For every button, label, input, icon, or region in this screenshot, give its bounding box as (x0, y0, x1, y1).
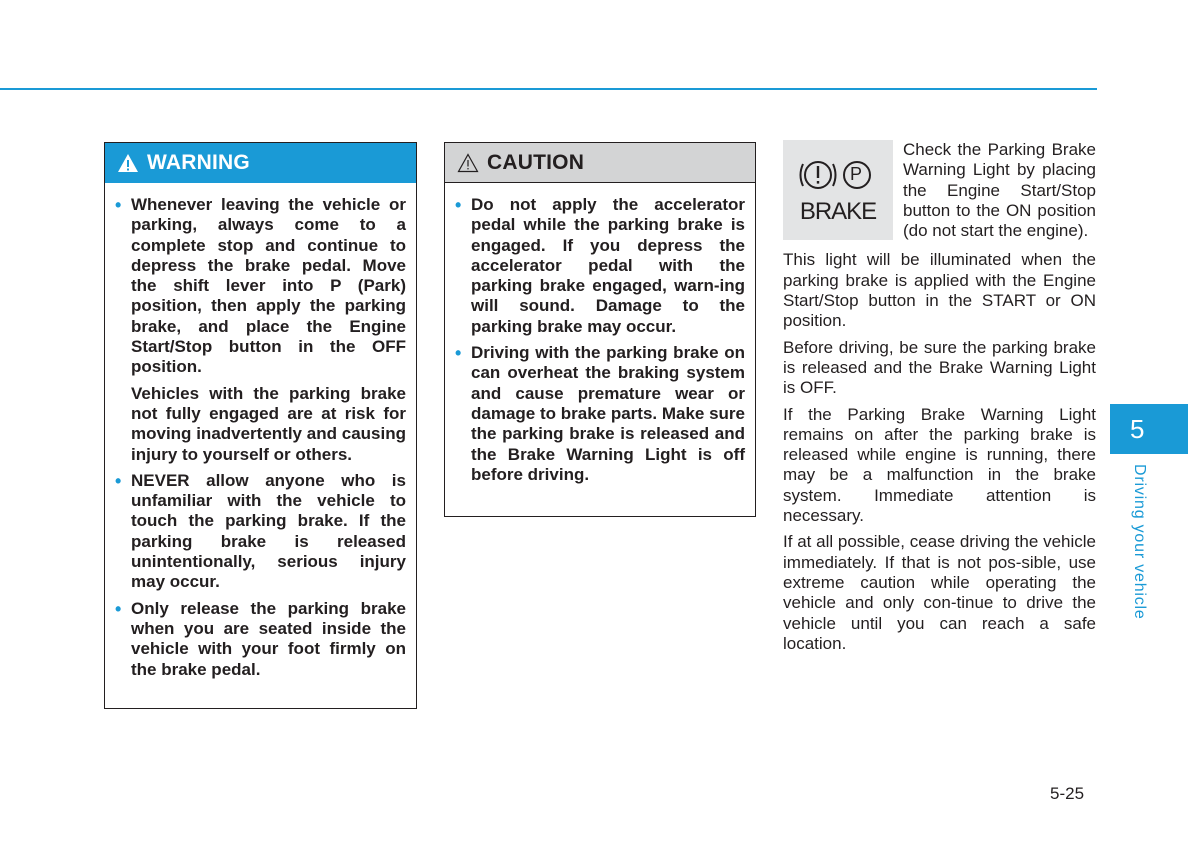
warning-item-text: Vehicles with the parking brake not fully engaged are at risk for moving inadvertently and causing injury to yourself or others. (131, 383, 406, 464)
caution-item-text: Driving with the parking brake on can overheat the braking system and cause premature wear or damage to brake parts. Make sure the parking brake is released and the Brake Warning Light is off before driving. (471, 343, 746, 484)
body-paragraph: If the Parking Brake Warning Light remains on after the parking brake is released while engine is running, there may be a malfunction in the brake system. Immediate attention is necessary. (783, 404, 1096, 526)
warning-box (104, 142, 417, 709)
warning-header (105, 143, 416, 183)
bullet-dot-icon: • (455, 195, 462, 215)
brake-p-symbol: P (850, 164, 863, 184)
chapter-label: Driving your vehicle (1131, 464, 1148, 620)
chapter-tab (1110, 404, 1188, 454)
page-number: 5-25 (1050, 784, 1085, 803)
caution-box (444, 142, 756, 517)
intro-text: Check the Parking Brake Warning Light by placing the Engine Start/Stop button to the ON position (do not start the engine). (903, 140, 1096, 241)
warning-item (115, 195, 406, 465)
chapter-number: 5 (1130, 413, 1145, 444)
chapter-label-container (1128, 464, 1148, 624)
caution-item (455, 343, 745, 485)
warning-item (115, 471, 406, 593)
top-rule (0, 88, 1097, 90)
warning-title: WARNING (147, 151, 250, 174)
brake-symbol-icon (795, 154, 881, 196)
body-paragraph: If at all possible, cease driving the vehicle immediately. If that is not pos-sible, use extreme caution while operating the vehicle and only con-tinue to drive the vehicle until you can reach a safe location. (783, 532, 1096, 653)
brake-caption: BRAKE (799, 198, 877, 225)
caution-title: CAUTION (487, 150, 585, 174)
bullet-dot-icon: • (115, 470, 122, 491)
warning-list (105, 183, 416, 680)
caution-item (455, 195, 745, 337)
body-paragraph: Before driving, be sure the parking brake is released and the Brake Warning Light is OFF. (783, 337, 1096, 398)
warning-item-text: NEVER allow anyone who is unfamiliar with the vehicle to touch the parking brake. If the parking brake is released unintentionally, serious injury may occur. (131, 470, 406, 592)
brake-warning-light-icon (783, 140, 893, 240)
caution-list (445, 183, 755, 485)
warning-item-text: Only release the parking brake when you are seated inside the vehicle with your foot firmly on the brake pedal. (131, 598, 406, 679)
caution-item-text: Do not apply the accelerator pedal while the parking brake is engaged. If you depress the accelerator pedal with the parking brake engaged, warn-ing will sound. Damage to the parking brake may occur. (471, 195, 745, 336)
warning-item (115, 599, 406, 680)
caution-triangle-icon (457, 153, 479, 173)
bullet-dot-icon: • (115, 598, 122, 619)
caution-header (445, 143, 755, 183)
warning-item-text: Whenever leaving the vehicle or parking, always come to a complete stop and continue to depress the brake pedal. Move the shift lever into P (Park) position, then apply the parking brake, and place the Engine Start/Stop button in the OFF position. (131, 195, 406, 377)
right-column (783, 140, 1096, 654)
body-paragraph: This light will be illuminated when the parking brake is applied with the Engine Start/Stop button in the START or ON position. (783, 250, 1096, 331)
bullet-dot-icon: • (455, 343, 462, 364)
bullet-dot-icon: • (115, 195, 122, 215)
warning-triangle-icon (117, 153, 139, 173)
